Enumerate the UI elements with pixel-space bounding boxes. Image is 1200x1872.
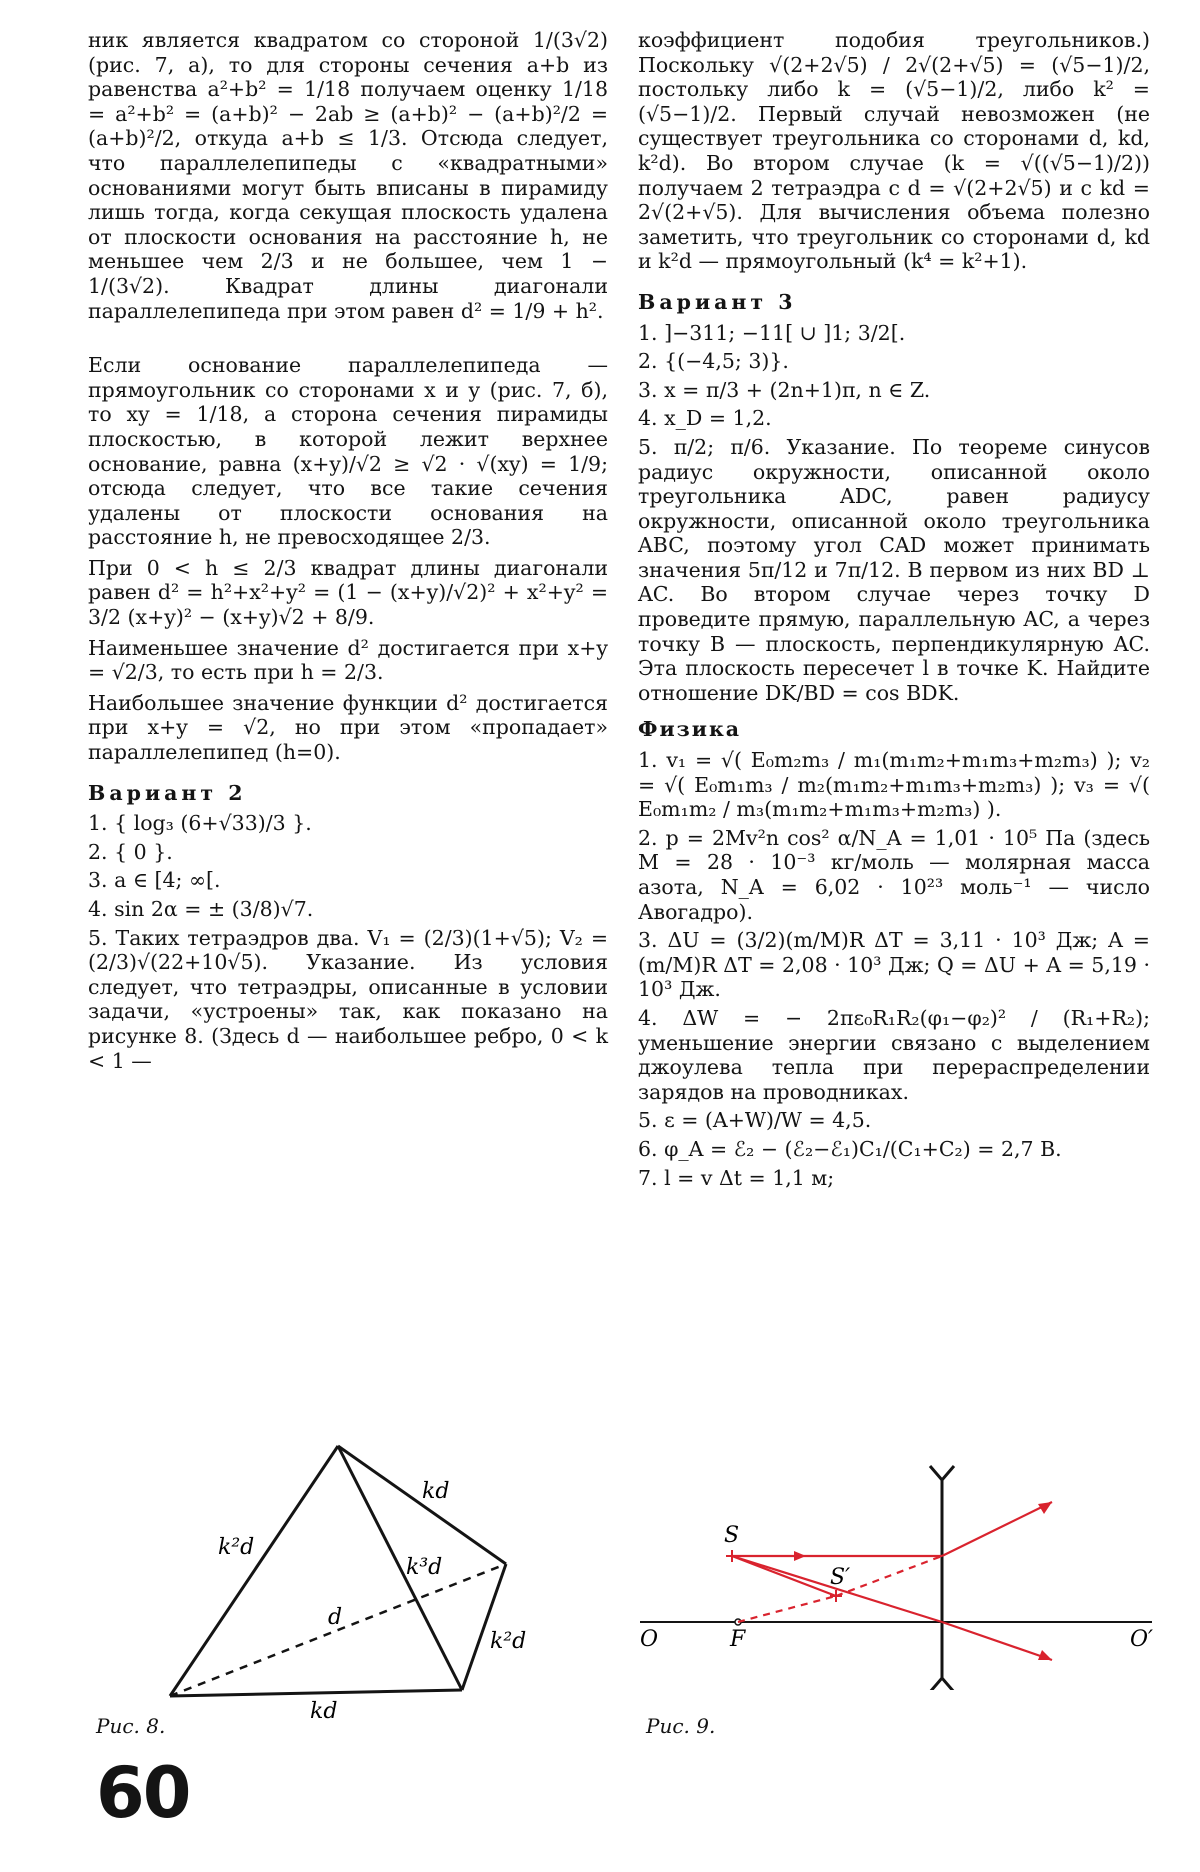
physics-answer-6: 6. φ_A = ℰ₂ − (ℰ₂−ℰ₁)C₁/(C₁+C₂) = 2,7 В. (638, 1136, 1062, 1161)
right-column (638, 28, 1150, 1194)
figure-8-tetrahedron (160, 1440, 540, 1720)
right-paragraph-1: коэффициент подобия треугольников.) Поскольку √(2+2√5) / 2√(2+√5) = (√5−1)/2, постольку либо k = (√5−1)/2, либо k² = (√5−1)/2. Первый случай невозможен (не существует треугольника со сторонами d, kd, k²d). Во втором случае (k = √((√5−1)/2)) получаем 2 тетраэдра с d = √(2+2√5) и с kd = 2√(2+√5). Для вычисления объема полезно заметить, что треугольник со сторонами d, kd и k²d — прямоугольный (k⁴ = k²+1). (638, 28, 1150, 274)
v2-answer-4: 4. sin 2α = ± (3/8)√7. (88, 897, 314, 921)
label-k2d-left: k²d (218, 1535, 255, 1560)
page-number: 60 (96, 1752, 190, 1834)
left-paragraph-4: Наименьшее значение d² достигается при x+y = √2/3, то есть при h = 2/3. (88, 635, 608, 685)
variant-3-heading: Вариант 3 (638, 289, 797, 314)
v2-answer-3: 3. a ∈ [4; ∞[. (88, 868, 221, 893)
ray-parallel-out (942, 1502, 1052, 1556)
physics-answer-3: 3. ΔU = (3/2)(m/M)R ΔT = 3,11 · 10³ Дж; A = (m/M)R ΔT = 2,08 · 10³ Дж; Q = ΔU + A = 5,19 · 10³ Дж. (638, 928, 1150, 1002)
physics-answer-5: 5. ε = (A+W)/W = 4,5. (638, 1108, 872, 1133)
source-point (726, 1550, 738, 1562)
label-d: d (328, 1605, 343, 1630)
label-S-prime: S′ (830, 1565, 851, 1590)
v3-answer-5: 5. π/2; π/6. Указание. По теореме синусов радиус окружности, описанной около треугольника ADC, равен радиусу окружности, описанной около треугольника ABC, поэтому угол CAD может принимать значения 5π/12 и 7π/12. В первом из них BD ⊥ AC. Во втором случае через точку D проведите прямую, параллельную AC, а через точку B — плоскость, перпендикулярную AC. Эта плоскость пересечет l в точке K. Найдите отношение DK/BD = cos BDK. (638, 434, 1150, 705)
v2-answer-1: 1. { log₃ (6+√33)/3 }. (88, 811, 312, 836)
figure-9-caption: Рис. 9. (646, 1714, 716, 1738)
virtual-extension-focus (738, 1596, 836, 1622)
virtual-extension (836, 1556, 942, 1596)
ray-to-image (732, 1556, 836, 1596)
edge-top-right (338, 1446, 506, 1564)
physics-heading: Физика (638, 717, 742, 742)
ray-through-center-out (942, 1622, 1052, 1660)
label-k2d-right: k²d (490, 1629, 527, 1654)
edge-bottom (170, 1690, 462, 1696)
figure-8-caption: Рис. 8. (96, 1714, 166, 1738)
edge-right (462, 1564, 506, 1690)
label-F: F (730, 1627, 746, 1652)
left-paragraph-5: Наибольшее значение функции d² достигается при x+y = √2, но при этом «пропадает» параллелепипед (h=0). (88, 690, 608, 765)
label-kd-bottom: kd (310, 1699, 338, 1720)
physics-answer-2: 2. p = 2Mv²n cos² α/N_A = 1,01 · 10⁵ Па (здесь M = 28 · 10⁻³ кг/моль — молярная масса азота, N_A = 6,02 · 10²³ моль⁻¹ — число Авогадро). (638, 825, 1150, 924)
label-S: S (724, 1523, 740, 1548)
physics-answer-4: 4. ΔW = − 2πε₀R₁R₂(φ₁−φ₂)² / (R₁+R₂); уменьшение энергии связано с выделением джоулева тепла при перераспределении зарядов на проводниках. (638, 1005, 1150, 1104)
edge-left (170, 1446, 338, 1696)
label-k3d: k³d (406, 1555, 443, 1580)
left-column (88, 28, 608, 1077)
v3-answer-2: 2. {(−4,5; 3)}. (638, 349, 789, 374)
physics-answer-7: 7. l = v Δt = 1,1 м; (638, 1165, 835, 1190)
image-point (830, 1590, 842, 1602)
figure-9-lens-diagram (636, 1460, 1166, 1690)
diverging-lens (930, 1466, 954, 1690)
left-paragraph-3: При 0 < h ≤ 2/3 квадрат длины диагонали равен d² = h²+x²+y² = (1 − (x+y)/√2)² + x²+y² = 3/2 (x+y)² − (x+y)√2 + 8/9. (88, 555, 608, 630)
v3-answer-4: 4. x_D = 1,2. (638, 406, 772, 431)
v3-answer-3: 3. x = π/3 + (2n+1)π, n ∈ Z. (638, 377, 931, 402)
label-O: O (640, 1627, 659, 1652)
left-paragraph-2: Если основание параллелепипеда — прямоугольник со сторонами x и y (рис. 7, б), то xy = 1/18, а сторона сечения пирамиды плоскостью, в которой лежит верхнее основание, равна (x+y)/√2 ≥ √2 · √(xy) = 1/9; отсюда следует, что все такие сечения удалены от плоскости основания на расстояние h, не превосходящее 2/3. (88, 353, 608, 550)
physics-answer-1: 1. v₁ = √( E₀m₂m₃ / m₁(m₁m₂+m₁m₃+m₂m₃) ); v₂ = √( E₀m₁m₃ / m₂(m₁m₂+m₁m₃+m₂m₃) ); v₃ = √( E₀m₁m₂ / m₃(m₁m₂+m₁m₃+m₂m₃) ). (638, 748, 1150, 822)
left-paragraph-1: ник является квадратом со стороной 1/(3√2) (рис. 7, а), то для стороны сечения a+b из равенства a²+b² = 1/18 получаем оценку 1/18 = a²+b² = (a+b)² − 2ab ≥ (a+b)² − (a+b)²/2 = (a+b)²/2, откуда a+b ≤ 1/3. Отсюда следует, что параллелепипеды с «квадратными» основаниями могут быть вписаны в пирамиду лишь тогда, когда секущая плоскость удалена от плоскости основания на расстояние h, не меньшее чем 2/3 и не большее, чем 1 − 1/(3√2). Квадрат длины диагонали параллелепипеда при этом равен d² = 1/9 + h². (88, 28, 608, 323)
label-O-prime: O′ (1130, 1627, 1154, 1652)
v2-answer-2: 2. { 0 }. (88, 839, 173, 864)
v2-answer-5: 5. Таких тетраэдров два. V₁ = (2/3)(1+√5); V₂ = (2/3)√(22+10√5). Указание. Из условия следует, что тетраэдры, описанные в условии задачи, «устроены» так, как показано на рисунке 8. (Здесь d — наибольшее ребро, 0 < k < 1 — (88, 925, 608, 1073)
red-rays (732, 1502, 1052, 1660)
v3-answer-1: 1. ]−311; −11[ ∪ ]1; 3/2[. (638, 320, 906, 345)
label-kd-top: kd (422, 1479, 450, 1504)
variant-2-heading: Вариант 2 (88, 780, 247, 805)
